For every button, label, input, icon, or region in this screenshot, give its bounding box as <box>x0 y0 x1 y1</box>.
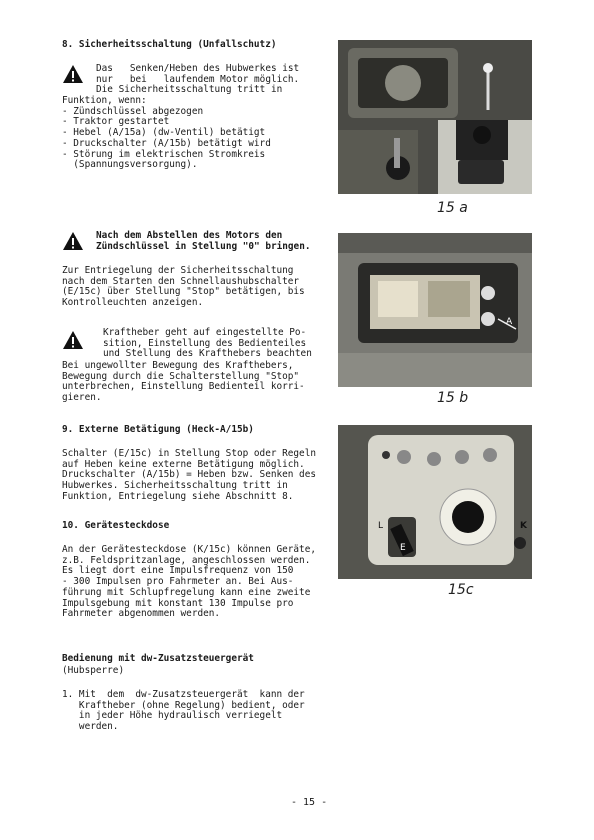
section-8-heading: 8. Sicherheitsschaltung (Unfallschutz) <box>62 39 277 50</box>
warning-1-text: Das Senken/Heben des Hubwerkes ist nur bei laufendem Motor möglich. Die Sicherheitsschaltung tritt in <box>96 63 300 96</box>
section-10-heading: 10. Gerätesteckdose <box>62 520 170 531</box>
figure-15a-photo <box>338 40 532 194</box>
unlock-paragraph: Zur Entriegelung der Sicherheitsschaltung nach dem Starten den Schnellaushubschalter (E/15c) über Stellung "Stop" betätigen, bis Kontrolleuchten anzeigen. <box>62 265 305 309</box>
warning-triangle-icon <box>62 64 84 84</box>
section-9-body: Schalter (E/15c) in Stellung Stop oder Regeln auf Heben keine externe Betätigung möglich. Druckschalter (A/15b) = Heben bzw. Senken des Hubwerkes. Sicherheitsschaltung tritt in Funktion, Entriegelung siehe Abschnitt 8. <box>62 448 316 502</box>
warning-triangle-icon <box>62 231 84 251</box>
dw-heading: Bedienung mit dw-Zusatzsteuergerät <box>62 653 254 664</box>
page-number: - 15 - <box>291 797 328 808</box>
figure-15b-caption: 15 b <box>437 390 469 406</box>
figure-15c-label-l: L <box>378 521 384 531</box>
dw-item-1: 1. Mit dem dw-Zusatzsteuergerät kann der Kraftheber (ohne Regelung) bedient, oder in jeder Höhe hydraulisch verriegelt werden. <box>62 689 305 733</box>
warning-2-text: Nach dem Abstellen des Motors den Zündschlüssel in Stellung "0" bringen. <box>96 230 311 252</box>
figure-15c-label-e: E <box>400 543 406 553</box>
unwanted-movement-paragraph: Bei ungewollter Bewegung des Krafthebers, Bewegung durch die Schalterstellung "Stop" unterbrechen, Einstellung Bedienteil korri- gieren. <box>62 360 305 404</box>
figure-15c-photo <box>338 425 532 579</box>
warning-3-text: Kraftheber geht auf eingestellte Po- sition, Einstellung des Bedienteiles und Stellung des Krafthebers beachten <box>103 327 312 360</box>
section-10-body: An der Gerätesteckdose (K/15c) können Geräte, z.B. Feldspritzanlage, angeschlossen werden. Es liegt dort eine Impulsfrequenz von 150 - 300 Impulsen pro Fahrmeter an. Bei Aus- führung mit Schlupfregelung kann eine zweite Impulsgebung mit konstant 130 Impulse pro Fahrmeter abgenommen werden. <box>62 544 316 620</box>
figure-15c-label-k: K <box>520 521 527 531</box>
dw-subheading: (Hubsperre) <box>62 665 125 676</box>
warning-triangle-icon <box>62 330 84 350</box>
figure-15c-caption: 15c <box>448 582 474 598</box>
figure-15a-caption: 15 a <box>437 200 468 216</box>
section-8-conditions: Funktion, wenn: - Zündschlüssel abgezogen - Traktor gestartet - Hebel (A/15a) (dw-Ventil) betätigt - Druckschalter (A/15b) betätigt wird - Störung im elektrischen Stromkreis (Spannungsversorgung). <box>62 95 271 171</box>
section-9-heading: 9. Externe Betätigung (Heck-A/15b) <box>62 424 254 435</box>
figure-15b-photo <box>338 233 532 387</box>
figure-15b-label-a: A <box>506 317 513 327</box>
